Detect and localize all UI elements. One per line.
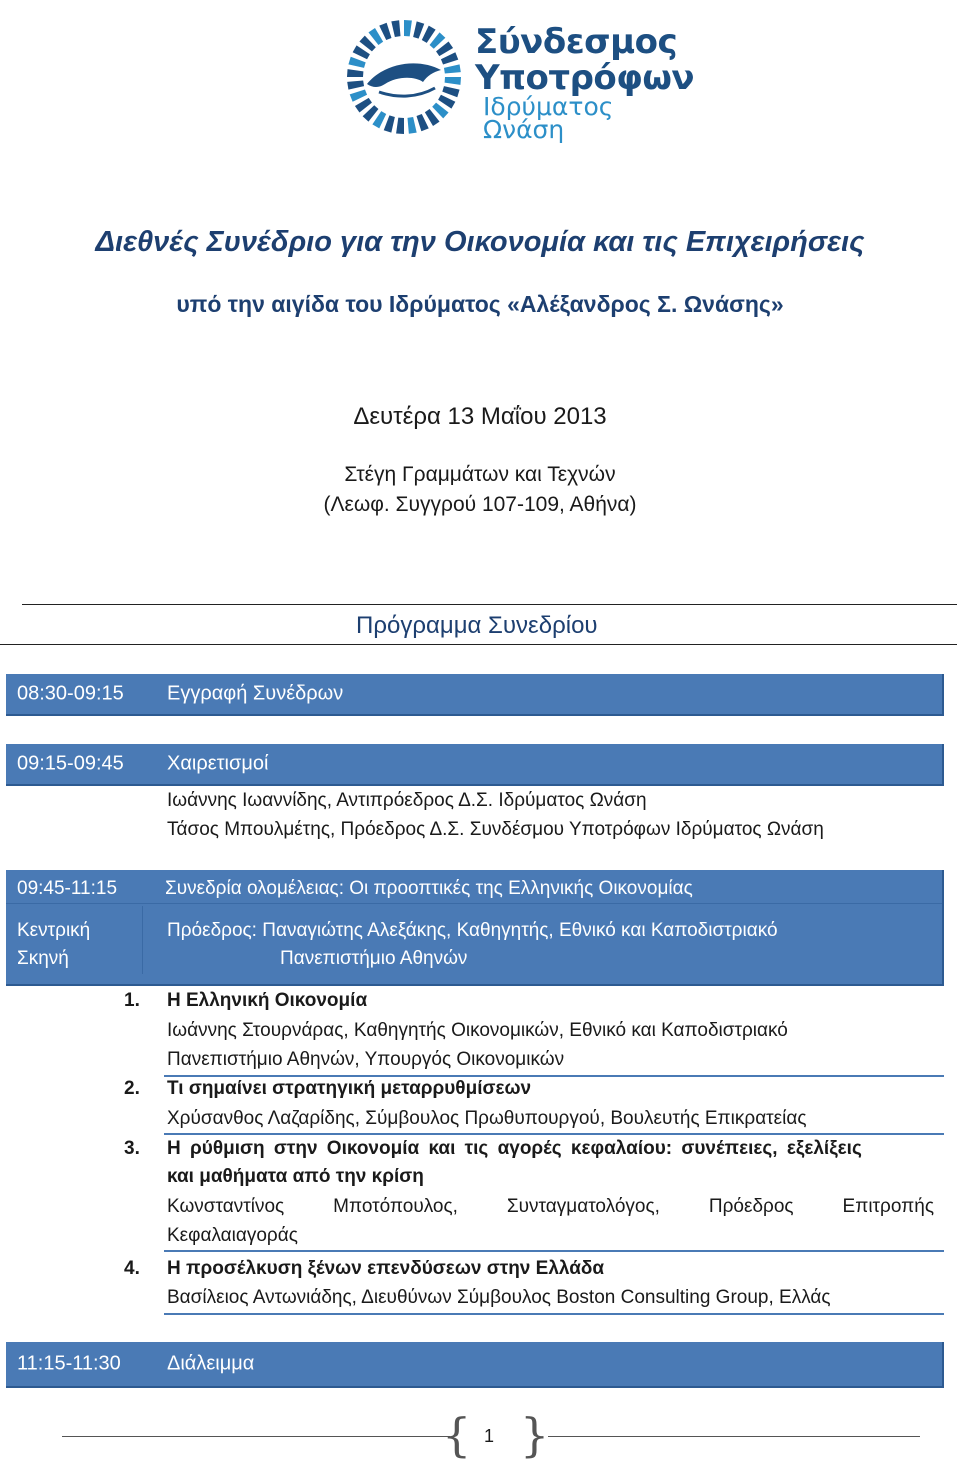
talk-speaker-line1: Βασίλειος Αντωνιάδης, Διευθύνων Σύμβουλος Boston Consulting Group, Ελλάς [167, 1287, 831, 1308]
organization-logo [345, 0, 695, 150]
logo-ring-segment [350, 89, 367, 101]
session-plenary-block [6, 870, 944, 986]
right-brace-icon: } [520, 1408, 550, 1462]
session-welcome-bar [6, 744, 944, 786]
chair-line2: Πανεπιστήμιο Αθηνών [280, 948, 468, 969]
page-number: 1 [484, 1426, 495, 1446]
welcome-speaker: Ιωάννης Ιωαννίδης, Αντιπρόεδρος Δ.Σ. Ιδρύματος Ωνάση [167, 790, 647, 811]
room-label-line2: Σκηνή [17, 948, 69, 969]
talk-number: 1. [124, 990, 140, 1011]
logo-ring-segment [413, 21, 424, 38]
divider-bottom [0, 644, 957, 645]
session-time: 11:15-11:30 [17, 1352, 121, 1375]
chair-line1: Πρόεδρος: Παναγιώτης Αλεξάκης, Καθηγητής, Εθνικό και Καποδιστριακό [167, 920, 778, 941]
footer-line-left [62, 1436, 450, 1437]
logo-text-line2: Υποτρόφων [475, 58, 695, 98]
logo-ring-segment [416, 114, 428, 131]
logo-ring-segment [407, 117, 416, 134]
talk-separator [164, 1250, 944, 1252]
program-title: Πρόγραμμα Συνεδρίου [356, 612, 598, 639]
logo-ring-segment [384, 115, 395, 132]
logo-text-line1: Σύνδεσμος [475, 22, 678, 62]
talk-title: Η προσέλκυση ξένων επενδύσεων στην Ελλάδα [167, 1258, 605, 1279]
logo-emblem [345, 18, 463, 136]
footer-line-right [548, 1436, 920, 1437]
plenary-column-divider [142, 906, 143, 974]
session-break-bar [6, 1342, 944, 1388]
logo-text-line4: Ωνάση [483, 115, 565, 144]
conference-title: Διεθνές Συνέδριο για την Οικονομία και τις Επιχειρήσεις [95, 226, 865, 258]
logo-ring-segment [347, 69, 363, 77]
talk-title-line1: Η ρύθμιση στην Οικονομία και τις αγορές κεφαλαίου: συνέπειες, εξελίξεις [167, 1138, 862, 1159]
logo-ring-segment [396, 118, 404, 134]
logo-ring-segment [348, 57, 365, 68]
session-label: Συνεδρία ολομέλειας: Οι προοπτικές της Ελληνικής Οικονομίας [165, 878, 693, 899]
session-time: 08:30-09:15 [17, 682, 124, 705]
logo-ring-segment [444, 64, 461, 73]
logo-ring-segment [379, 23, 391, 40]
talk-title-line2: και μαθήματα από την κρίση [167, 1166, 424, 1187]
talk-speaker-line2: Πανεπιστήμιο Αθηνών, Υπουργός Οικονομικών [167, 1049, 565, 1070]
talk-title: Η Ελληνική Οικονομία [167, 990, 368, 1011]
talk-number: 2. [124, 1078, 140, 1099]
logo-ring-segment [445, 77, 461, 85]
session-label: Διάλειμμα [167, 1352, 255, 1375]
session-time: 09:45-11:15 [17, 878, 118, 899]
conference-date: Δευτέρα 13 Μαΐου 2013 [353, 403, 607, 430]
talk-number: 4. [124, 1258, 140, 1279]
venue-line1: Στέγη Γραμμάτων και Τεχνών [344, 463, 616, 486]
talk-speaker-line1: Χρύσανθος Λαζαρίδης, Σύμβουλος Πρωθυπουργού, Βουλευτής Επικρατείας [167, 1108, 807, 1129]
talk-title: Τι σημαίνει στρατηγική μεταρρυθμίσεων [167, 1078, 532, 1099]
logo-text-line3: Ιδρύματος [483, 92, 614, 121]
logo-ring-segment [441, 52, 458, 64]
talk-separator [164, 1313, 944, 1315]
welcome-speaker: Τάσος Μπουλμέτης, Πρόεδρος Δ.Σ. Συνδέσμου Υποτρόφων Ιδρύματος Ωνάση [167, 819, 824, 840]
room-label-line1: Κεντρική [17, 920, 91, 941]
session-registration-bar [6, 674, 944, 716]
talk-speaker-line1: Ιωάννης Στουρνάρας, Καθηγητής Οικονομικών, Εθνικό και Καποδιστριακό [167, 1020, 788, 1041]
divider-top [22, 604, 957, 605]
session-time: 09:15-09:45 [17, 752, 124, 775]
logo-ring-segment [391, 20, 400, 37]
conference-subtitle: υπό την αιγίδα του Ιδρύματος «Αλέξανδρος Σ. Ωνάσης» [176, 291, 784, 317]
talk-separator [164, 1075, 944, 1077]
talk-separator [164, 1133, 944, 1135]
plenary-inner-divider [6, 903, 942, 904]
logo-ring-segment [347, 80, 364, 89]
session-label: Χαιρετισμοί [167, 752, 269, 775]
logo-ring-segment [442, 86, 459, 97]
venue-line2: (Λεωφ. Συγγρού 107-109, Αθήνα) [323, 493, 637, 516]
talk-number: 3. [124, 1138, 140, 1159]
logo-ring-segment [404, 20, 412, 36]
talk-speaker-line2: Κεφαλαιαγοράς [167, 1225, 298, 1246]
session-label: Εγγραφή Συνέδρων [167, 682, 344, 705]
left-brace-icon: { [442, 1408, 472, 1462]
talk-speaker-line1: Κωνσταντίνος Μποτόπουλος, Συνταγματολόγος, Πρόεδρος Επιτροπής [167, 1196, 934, 1217]
